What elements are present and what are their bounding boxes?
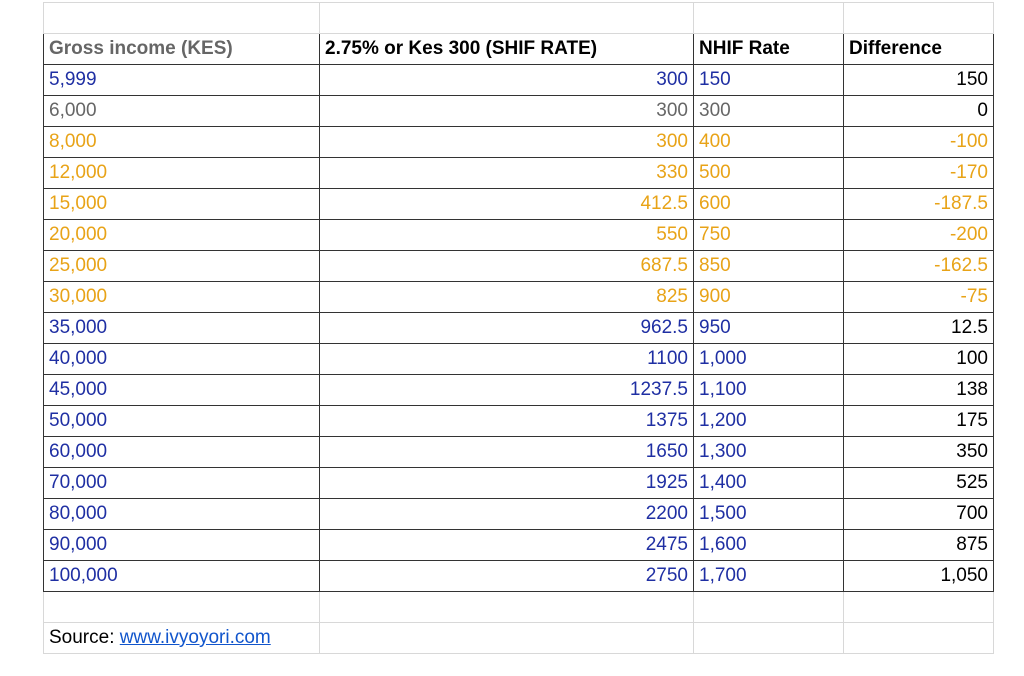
cell-shif-rate[interactable]: 330 — [320, 158, 694, 189]
cell-gross-income[interactable]: 80,000 — [44, 499, 320, 530]
cell-nhif-rate[interactable]: 500 — [694, 158, 844, 189]
cell-shif-rate[interactable]: 825 — [320, 282, 694, 313]
cell-difference[interactable]: -75 — [844, 282, 994, 313]
cell-gross-income[interactable]: 25,000 — [44, 251, 320, 282]
spreadsheet-table — [43, 2, 994, 654]
cell-difference[interactable]: 700 — [844, 499, 994, 530]
empty-cell[interactable] — [844, 592, 994, 623]
cell-nhif-rate[interactable]: 150 — [694, 65, 844, 96]
cell-nhif-rate[interactable]: 400 — [694, 127, 844, 158]
cell-gross-income[interactable]: 35,000 — [44, 313, 320, 344]
cell-gross-income[interactable]: 6,000 — [44, 96, 320, 127]
table-row — [44, 437, 994, 468]
cell-nhif-rate[interactable]: 1,700 — [694, 561, 844, 592]
cell-difference[interactable]: -162.5 — [844, 251, 994, 282]
cell-difference[interactable]: 100 — [844, 344, 994, 375]
cell-shif-rate[interactable]: 300 — [320, 127, 694, 158]
empty-cell[interactable] — [44, 3, 320, 34]
cell-nhif-rate[interactable]: 900 — [694, 282, 844, 313]
cell-shif-rate[interactable]: 2475 — [320, 530, 694, 561]
empty-cell[interactable] — [694, 623, 844, 654]
cell-shif-rate[interactable]: 1237.5 — [320, 375, 694, 406]
cell-gross-income[interactable]: 90,000 — [44, 530, 320, 561]
cell-nhif-rate[interactable]: 1,200 — [694, 406, 844, 437]
empty-row-bottom — [44, 592, 994, 623]
cell-shif-rate[interactable]: 2200 — [320, 499, 694, 530]
cell-nhif-rate[interactable]: 1,500 — [694, 499, 844, 530]
cell-shif-rate[interactable]: 412.5 — [320, 189, 694, 220]
header-row — [44, 34, 994, 65]
cell-difference[interactable]: 150 — [844, 65, 994, 96]
cell-gross-income[interactable]: 20,000 — [44, 220, 320, 251]
cell-shif-rate[interactable]: 1650 — [320, 437, 694, 468]
cell-nhif-rate[interactable]: 1,000 — [694, 344, 844, 375]
cell-shif-rate[interactable]: 550 — [320, 220, 694, 251]
cell-shif-rate[interactable]: 962.5 — [320, 313, 694, 344]
cell-difference[interactable]: -100 — [844, 127, 994, 158]
cell-shif-rate[interactable]: 1100 — [320, 344, 694, 375]
cell-difference[interactable]: 12.5 — [844, 313, 994, 344]
table-row — [44, 282, 994, 313]
cell-difference[interactable]: 0 — [844, 96, 994, 127]
cell-gross-income[interactable]: 45,000 — [44, 375, 320, 406]
empty-cell[interactable] — [320, 3, 694, 34]
header-gross-income[interactable]: Gross income (KES) — [44, 34, 320, 65]
cell-difference[interactable]: -170 — [844, 158, 994, 189]
empty-cell[interactable] — [844, 3, 994, 34]
table-row — [44, 127, 994, 158]
cell-difference[interactable]: 350 — [844, 437, 994, 468]
table-row — [44, 499, 994, 530]
cell-gross-income[interactable]: 12,000 — [44, 158, 320, 189]
empty-cell[interactable] — [44, 592, 320, 623]
cell-nhif-rate[interactable]: 950 — [694, 313, 844, 344]
source-cell[interactable] — [44, 623, 320, 654]
cell-gross-income[interactable]: 15,000 — [44, 189, 320, 220]
cell-gross-income[interactable]: 30,000 — [44, 282, 320, 313]
cell-gross-income[interactable]: 70,000 — [44, 468, 320, 499]
empty-cell[interactable] — [844, 623, 994, 654]
cell-nhif-rate[interactable]: 1,400 — [694, 468, 844, 499]
table-row — [44, 530, 994, 561]
table-row — [44, 65, 994, 96]
cell-difference[interactable]: 525 — [844, 468, 994, 499]
cell-nhif-rate[interactable]: 850 — [694, 251, 844, 282]
cell-nhif-rate[interactable]: 600 — [694, 189, 844, 220]
cell-gross-income[interactable]: 50,000 — [44, 406, 320, 437]
empty-cell[interactable] — [320, 623, 694, 654]
header-shif-rate[interactable]: 2.75% or Kes 300 (SHIF RATE) — [320, 34, 694, 65]
cell-gross-income[interactable]: 100,000 — [44, 561, 320, 592]
source-link[interactable]: www.ivyoyori.com — [119, 627, 271, 648]
cell-shif-rate[interactable]: 2750 — [320, 561, 694, 592]
cell-nhif-rate[interactable]: 300 — [694, 96, 844, 127]
cell-nhif-rate[interactable]: 1,600 — [694, 530, 844, 561]
cell-difference[interactable]: 875 — [844, 530, 994, 561]
empty-cell[interactable] — [694, 592, 844, 623]
cell-shif-rate[interactable]: 687.5 — [320, 251, 694, 282]
table-row — [44, 344, 994, 375]
table-row — [44, 251, 994, 282]
cell-gross-income[interactable]: 8,000 — [44, 127, 320, 158]
cell-gross-income[interactable]: 5,999 — [44, 65, 320, 96]
cell-gross-income[interactable]: 60,000 — [44, 437, 320, 468]
cell-shif-rate[interactable]: 300 — [320, 96, 694, 127]
table-row — [44, 189, 994, 220]
cell-difference[interactable]: -187.5 — [844, 189, 994, 220]
cell-shif-rate[interactable]: 300 — [320, 65, 694, 96]
table-row — [44, 468, 994, 499]
table-row — [44, 158, 994, 189]
table-row — [44, 96, 994, 127]
source-row — [44, 623, 994, 654]
source-label: Source: — [49, 627, 120, 648]
header-nhif-rate[interactable]: NHIF Rate — [694, 34, 844, 65]
cell-difference[interactable]: 138 — [844, 375, 994, 406]
cell-nhif-rate[interactable]: 1,100 — [694, 375, 844, 406]
cell-shif-rate[interactable]: 1925 — [320, 468, 694, 499]
header-difference[interactable]: Difference — [844, 34, 994, 65]
table-row — [44, 220, 994, 251]
cell-gross-income[interactable]: 40,000 — [44, 344, 320, 375]
table-row — [44, 561, 994, 592]
table-row — [44, 406, 994, 437]
empty-row-top — [44, 3, 994, 34]
cell-nhif-rate[interactable]: 1,300 — [694, 437, 844, 468]
cell-difference[interactable]: 1,050 — [844, 561, 994, 592]
cell-nhif-rate[interactable]: 750 — [694, 220, 844, 251]
empty-cell[interactable] — [694, 3, 844, 34]
cell-difference[interactable]: -200 — [844, 220, 994, 251]
empty-cell[interactable] — [320, 592, 694, 623]
cell-shif-rate[interactable]: 1375 — [320, 406, 694, 437]
cell-difference[interactable]: 175 — [844, 406, 994, 437]
table-row — [44, 313, 994, 344]
table-row — [44, 375, 994, 406]
